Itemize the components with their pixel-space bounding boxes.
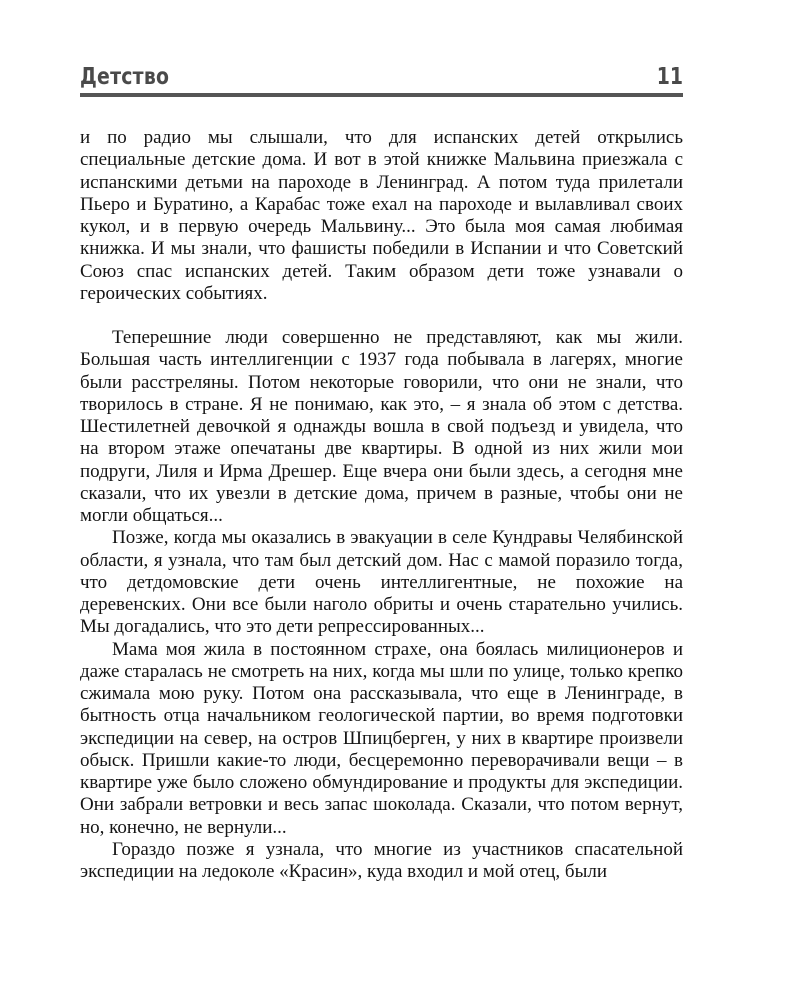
paragraph: Теперешние люди совершенно не представляют, как мы жили. Большая часть интеллигенции с 1937 года побывала в лагерях, многие были расстреляны. Потом некоторые говорили, что они не знали, что творилось в стране. Я не понимаю, как это, – я знала об этом с детства. Шестилетней девочкой я однажды вошла в свой подъезд и увидела, что на втором этаже опечатаны две квартиры. В одной из них жили мои подруги, Лиля и Ирма Дрешер. Еще вчера они были здесь, а сегодня мне сказали, что их увезли в детские дома, причем в разные, чтобы они не могли общаться... xyxy=(80,327,683,526)
running-title: Детство xyxy=(80,64,170,90)
paragraph: Гораздо позже я узнала, что многие из участников спасательной экспедиции на ледоколе «Красин», куда входил и мой отец, были xyxy=(80,838,683,882)
paragraph: Мама моя жила в постоянном страхе, она боялась милиционеров и даже старалась не смотреть на них, когда мы шли по улице, только крепко сжимала мою руку. Потом она рассказывала, что еще в Ленинграде, в бытность отца начальником геологической партии, во время подготовки экспедиции на север, на остров Шпицберген, у них в квартире произвели обыск. Пришли какие-то люди, бесцеремонно переворачивали вещи – в квартире уже было сложено обмундирование и продукты для экспедиции. Они забрали ветровки и весь запас шоколада. Сказали, что потом вернут, но, конечно, не вернули... xyxy=(80,638,683,838)
paragraph: Позже, когда мы оказались в эвакуации в селе Кундравы Челябинской области, я узнала, что там был детский дом. Нас с мамой поразило тогда, что детдомовские дети очень интеллигентные, не похожие на деревенских. Они все были наголо обриты и очень старательно учились. Мы догадались, что это дети репрессированных... xyxy=(80,527,683,638)
running-head xyxy=(80,62,683,96)
header-rule xyxy=(80,93,683,97)
body-text xyxy=(80,127,683,883)
page-number: 11 xyxy=(656,64,683,90)
paragraph: и по радио мы слышали, что для испанских детей открылись специальные детские дома. И вот в этой книжке Мальвина приезжала с испанскими детьми на пароходе в Ленинград. А потом туда прилетали Пьеро и Буратино, а Карабас тоже ехал на пароходе и вылавливал своих кукол, и в первую очередь Мальвину... Это была моя самая любимая книжка. И мы знали, что фашисты победили в Испании и что Советский Союз спас испанских детей. Таким образом дети тоже узнавали о героических событиях. xyxy=(80,127,683,304)
